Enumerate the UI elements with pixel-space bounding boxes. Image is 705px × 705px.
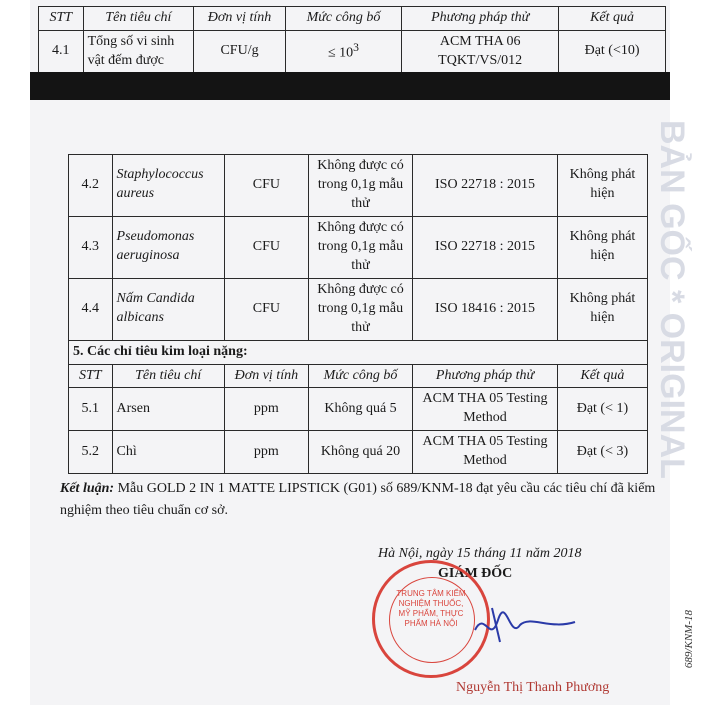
row-unit: ppm [224,431,308,474]
top-dark-bar [30,72,670,100]
row-stt: 4.4 [69,278,113,340]
row-name: Arsen [112,388,224,431]
table-row [69,388,648,431]
row-level [285,30,401,73]
place-date: Hà Nội, ngày 15 tháng 11 năm 2018 [378,546,582,561]
col-unit: Đơn vị tính [224,364,308,388]
top-table-header [39,7,666,31]
row-unit: CFU/g [194,30,286,73]
row-stt: 5.2 [69,431,113,474]
row-level: Không được có trong 0,1g mẫu thử [308,155,412,217]
row-name: Staphylococcus aureus [112,155,224,217]
row-unit: CFU [224,216,308,278]
col-result: Kết quả [559,7,666,31]
original-watermark: BẢN GỐC * ORIGINAL [653,120,691,479]
stamp-text: TRUNG TÂM KIỂM NGHIỆM THUỐC, MỸ PHẨM, THỰC PHẨM HÀ NỘI [396,589,466,628]
row-result: Không phát hiện [557,216,647,278]
col-result: Kết quả [557,364,647,388]
col-unit: Đơn vị tính [194,7,286,31]
row-level: Không được có trong 0,1g mẫu thử [308,216,412,278]
handwritten-signature [470,600,580,650]
row-method: ISO 18416 : 2015 [413,278,558,340]
row-name: Chì [112,431,224,474]
conclusion-label: Kết luận: [60,481,115,496]
col-method: Phương pháp thử [413,364,558,388]
row-result: Không phát hiện [557,155,647,217]
row-result: Không phát hiện [557,278,647,340]
micro-table [68,154,648,474]
top-table [38,6,666,74]
table-row [39,30,666,73]
row-level: Không quá 20 [308,431,412,474]
section-5-header [69,364,648,388]
row-stt: 4.2 [69,155,113,217]
row-name: Tổng số vi sinh vật đếm được [83,30,194,73]
row-method: ACM THA 05 Testing Method [413,431,558,474]
signer-name: Nguyễn Thị Thanh Phương [456,680,610,695]
director-title: GIÁM ĐỐC [438,566,513,581]
section-5-title: 5. Các chỉ tiêu kim loại nặng: [69,340,648,364]
col-stt: STT [69,364,113,388]
side-document-code: 689/KNM-18 [683,610,695,669]
col-name: Tên tiêu chí [112,364,224,388]
row-unit: ppm [224,388,308,431]
row-result: Đạt (< 3) [557,431,647,474]
col-method: Phương pháp thử [402,7,559,31]
row-unit: CFU [224,155,308,217]
col-level: Mức công bố [285,7,401,31]
table-row [69,431,648,474]
level-exponent: 3 [353,41,359,54]
row-stt: 4.3 [69,216,113,278]
row-unit: CFU [224,278,308,340]
row-name: Pseudomonas aeruginosa [112,216,224,278]
row-method: ISO 22718 : 2015 [413,155,558,217]
row-level: Không quá 5 [308,388,412,431]
row-method: ISO 22718 : 2015 [413,216,558,278]
col-name: Tên tiêu chí [83,7,194,31]
col-stt: STT [39,7,84,31]
col-level: Mức công bố [308,364,412,388]
level-text: ≤ 10 [327,45,354,61]
row-stt: 5.1 [69,388,113,431]
table-row [69,216,648,278]
conclusion [60,478,660,523]
row-result: Đạt (<10) [559,30,666,73]
row-level: Không được có trong 0,1g mẫu thử [308,278,412,340]
row-method: ACM THA 06 TQKT/VS/012 [402,30,559,73]
row-name: Nấm Candida albicans [112,278,224,340]
row-result: Đạt (< 1) [557,388,647,431]
row-stt: 4.1 [39,30,84,73]
row-method: ACM THA 05 Testing Method [413,388,558,431]
conclusion-text: Mẫu GOLD 2 IN 1 MATTE LIPSTICK (G01) số 689/KNM-18 đạt yêu cầu các tiêu chí đã kiểm nghiệm theo tiêu chuẩn cơ sở. [60,481,656,519]
table-row [69,278,648,340]
section-heading-row [69,340,648,364]
table-row [69,155,648,217]
